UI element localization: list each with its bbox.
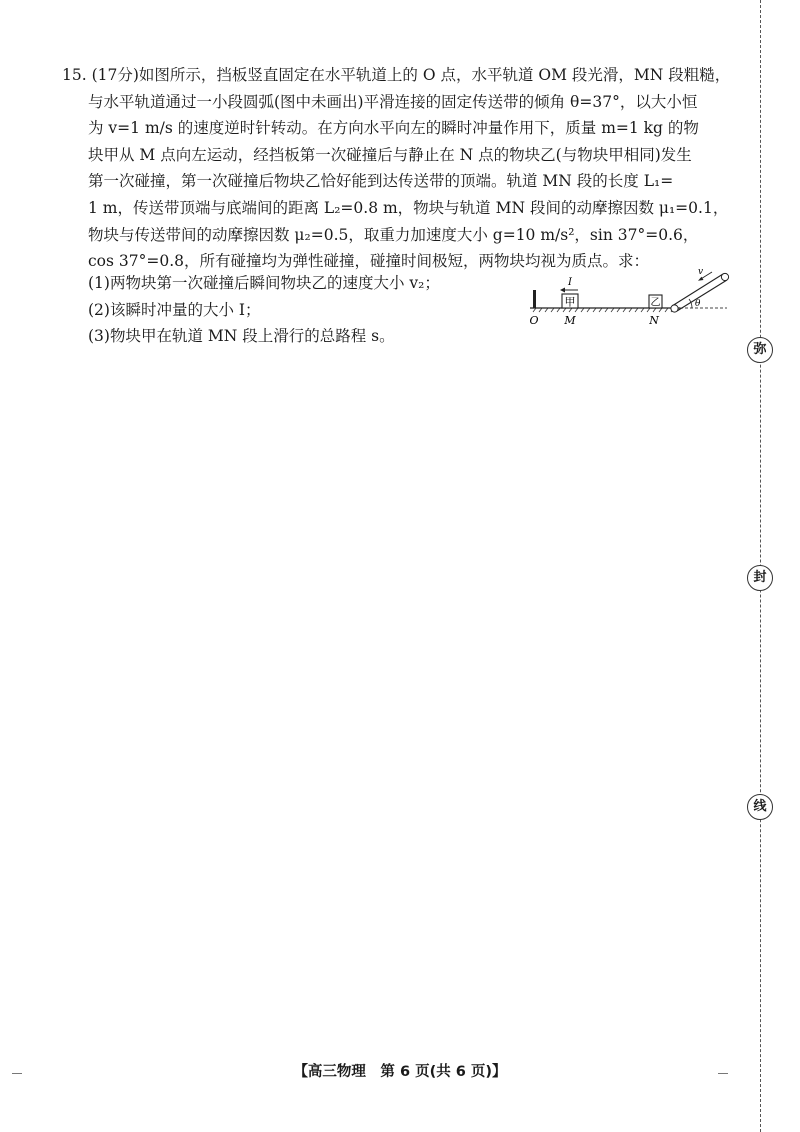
velocity-label: v [698,268,704,277]
impulse-label: I [568,277,572,288]
point-m-label: M [564,314,576,327]
question-15 [62,62,730,275]
point-n-label: N [649,314,659,327]
question-line-6: 物块与传送带间的动摩擦因数 μ₂=0.5，取重力加速度大小 g=10 m/s²，sin 37°=0.6， [88,225,699,244]
baffle-wall [533,290,536,308]
block-jia-label: 甲 [564,295,576,309]
question-line-7: cos 37°=0.8，所有碰撞均为弹性碰撞，碰撞时间极短，两物块均视为质点。求： [88,252,650,271]
sub-question-1: (1)两物块第一次碰撞后瞬间物块乙的速度大小 v₂； [88,274,440,292]
corner-mark-left [12,1073,22,1074]
block-yi-label: 乙 [650,297,661,309]
page-footer: 【高三物理 第 6 页(共 6 页)】 [293,1064,507,1080]
belt-top-roller [721,273,728,280]
seal-mark-xian: 线 [747,794,773,820]
sub-question-2: (2)该瞬时冲量的大小 I； [88,300,261,319]
point-o-label: O [529,314,539,327]
sub-question-3: (3)物块甲在轨道 MN 段上滑行的总路程 s。 [88,327,395,346]
question-line-4: 第一次碰撞，第一次碰撞后物块乙恰好能到达传送带的顶端。轨道 MN 段的长度 L₁= [88,172,674,191]
impulse-arrow-head [560,288,565,293]
belt-bottom-roller [671,305,678,312]
question-line-3: 块甲从 M 点向左运动，经挡板第一次碰撞后与静止在 N 点的物块乙(与物块甲相同)发生 [88,145,692,164]
track-diagram [522,268,732,330]
question-head: 15. (17分)如图所示，挡板竖直固定在水平轨道上的 O 点，水平轨道 OM 段光滑，MN 段粗糙， [62,66,731,84]
corner-mark-right [718,1073,728,1074]
seal-mark-mi: 弥 [747,337,773,363]
question-line-5: 1 m，传送带顶端与底端间的距离 L₂=0.8 m，物块与轨道 MN 段间的动摩擦因数 μ₁=0.1， [88,198,729,217]
seal-mark-feng: 封 [747,565,773,591]
belt-lower-edge [677,280,727,311]
sub-questions [88,270,440,350]
theta-label: θ [695,299,701,309]
question-line-1: 与水平轨道通过一小段圆弧(图中未画出)平滑连接的固定传送带的倾角 θ=37°，以大小恒 [88,92,698,111]
physics-figure [522,268,732,330]
question-line-2: 为 v=1 m/s 的速度逆时针转动。在方向水平向左的瞬时冲量作用下，质量 m=1 kg 的物 [88,119,699,138]
